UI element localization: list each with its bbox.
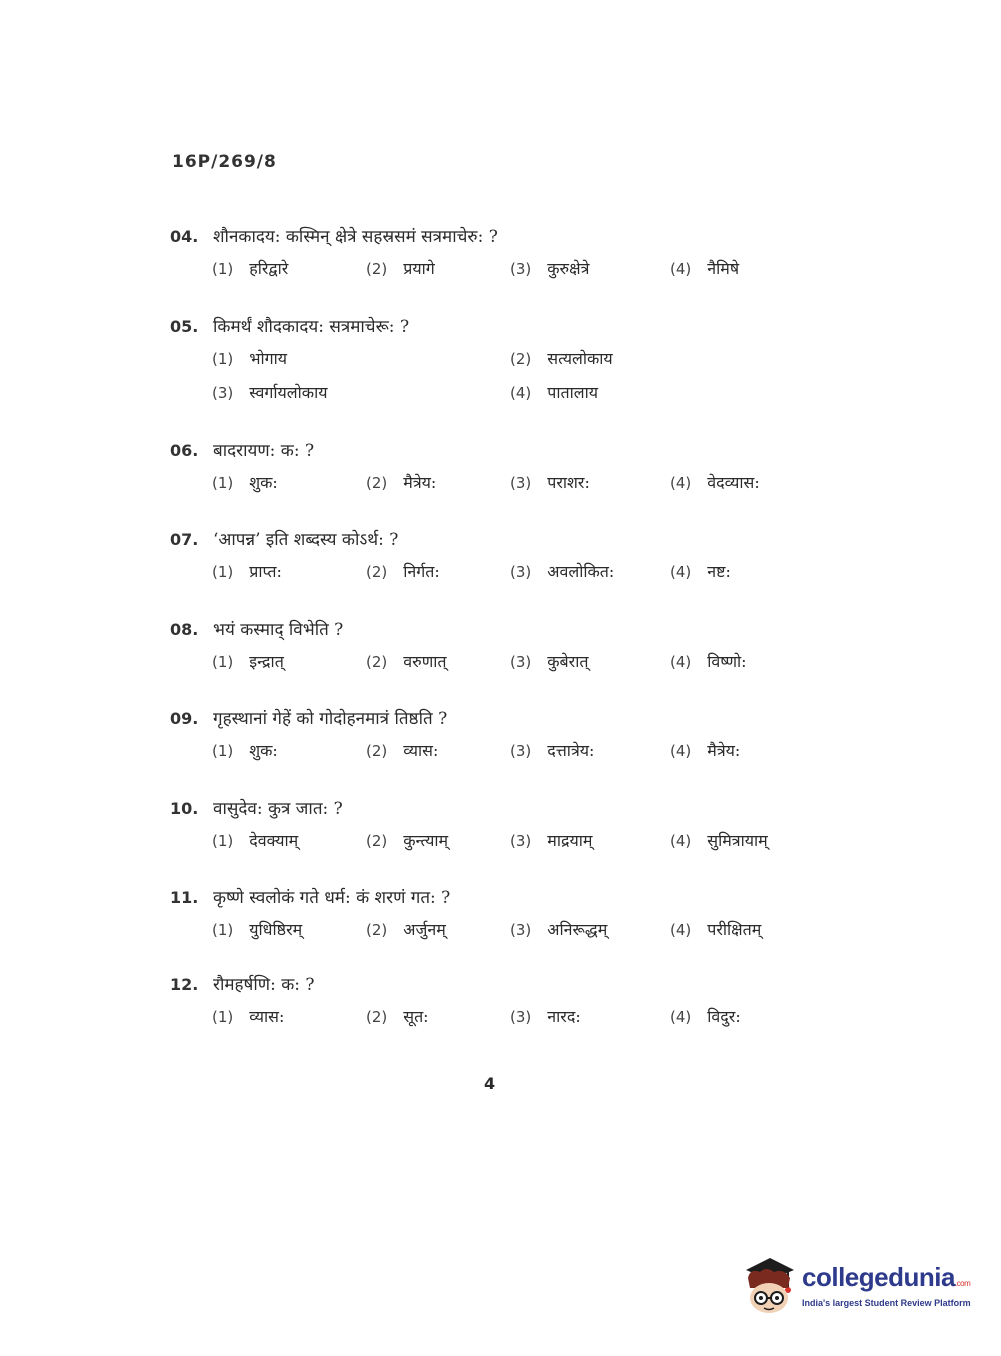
- option-1: (1) व्यास:: [212, 1007, 285, 1026]
- question-stem: वासुदेव: कुत्र जात: ?: [213, 799, 343, 819]
- question-number: 08.: [170, 620, 199, 639]
- question-07: [170, 525, 830, 589]
- question-09: [170, 704, 830, 768]
- question-number: 12.: [170, 975, 199, 994]
- option-1: (1) देवक्याम्: [212, 831, 299, 850]
- question-stem: रौमहर्षणि: क: ?: [213, 975, 315, 995]
- paper-code: 16P/269/8: [172, 152, 277, 172]
- question-stem: बादरायण: क: ?: [213, 441, 315, 461]
- question-stem: किमर्थं शौदकादय: सत्रमाचेरू: ?: [213, 317, 410, 337]
- option-4: (4) विदुर:: [670, 1007, 741, 1026]
- option-4: (4) वेदव्यास:: [670, 473, 760, 492]
- option-1: (1) भोगाय: [212, 349, 288, 368]
- option-1: (1) युधिष्ठिरम्: [212, 920, 303, 939]
- question-12: [170, 970, 830, 1034]
- question-04: [170, 222, 830, 286]
- option-4: (4) नैमिषे: [670, 259, 740, 278]
- option-2: (2) सत्यलोकाय: [510, 349, 613, 368]
- option-2: (2) निर्गत:: [366, 562, 440, 581]
- option-3: (3) स्वर्गायलोकाय: [212, 383, 328, 402]
- option-1: (1) शुक:: [212, 473, 278, 492]
- option-1: (1) प्राप्त:: [212, 562, 282, 581]
- question-stem: गृहस्थानां गेहें को गोदोहनमात्रं तिष्ठति ?: [213, 709, 448, 729]
- question-stem: कृष्णे स्वलोकं गते धर्म: कं शरणं गत: ?: [213, 888, 451, 908]
- question-stem: शौनकादय: कस्मिन् क्षेत्रे सहस्रसमं सत्रमाचेरु: ?: [213, 227, 498, 247]
- question-number: 09.: [170, 709, 199, 728]
- option-2: (2) कुन्त्याम्: [366, 831, 449, 850]
- option-3: (3) नारद:: [510, 1007, 581, 1026]
- question-number: 10.: [170, 799, 199, 818]
- question-06: [170, 436, 830, 500]
- option-1: (1) इन्द्रात्: [212, 652, 284, 671]
- question-number: 07.: [170, 530, 199, 549]
- question-stem: भयं कस्माद् विभेति ?: [213, 620, 344, 640]
- option-3: (3) माद्रयाम्: [510, 831, 593, 850]
- option-4: (4) विष्णो:: [670, 652, 747, 671]
- option-2: (2) व्यास:: [366, 741, 439, 760]
- option-3: (3) कुबेरात्: [510, 652, 589, 671]
- option-1: (1) शुक:: [212, 741, 278, 760]
- option-1: (1) हरिद्वारे: [212, 259, 289, 278]
- brand-name: collegedunia.com: [802, 1262, 971, 1292]
- option-3: (3) पराशर:: [510, 473, 590, 492]
- mascot-icon: [740, 1248, 800, 1314]
- question-10: [170, 794, 830, 858]
- question-number: 05.: [170, 317, 199, 336]
- option-3: (3) दत्तात्रेय:: [510, 741, 595, 760]
- question-number: 06.: [170, 441, 199, 460]
- option-2: (2) सूत:: [366, 1007, 429, 1026]
- option-3: (3) अनिरूद्धम्: [510, 920, 608, 939]
- option-4: (4) पातालाय: [510, 383, 599, 402]
- brand-tagline: India's largest Student Review Platform: [802, 1298, 971, 1308]
- option-4: (4) सुमित्रायाम्: [670, 831, 768, 850]
- question-stem: ‘आपन्न’ इति शब्दस्य कोऽर्थ: ?: [213, 530, 399, 550]
- option-2: (2) वरुणात्: [366, 652, 447, 671]
- question-08: [170, 615, 830, 679]
- option-4: (4) मैत्रेय:: [670, 741, 741, 760]
- question-11: [170, 883, 830, 947]
- option-4: (4) परीक्षितम्: [670, 920, 762, 939]
- option-3: (3) अवलोकित:: [510, 562, 615, 581]
- question-05: [170, 312, 830, 410]
- option-2: (2) प्रयागे: [366, 259, 435, 278]
- page-number: 4: [484, 1074, 496, 1093]
- option-2: (2) अर्जुनम्: [366, 920, 446, 939]
- question-number: 11.: [170, 888, 199, 907]
- collegedunia-logo[interactable]: [740, 1248, 970, 1318]
- question-number: 04.: [170, 227, 199, 246]
- option-4: (4) नष्ट:: [670, 562, 731, 581]
- option-2: (2) मैत्रेय:: [366, 473, 437, 492]
- option-3: (3) कुरुक्षेत्रे: [510, 259, 590, 278]
